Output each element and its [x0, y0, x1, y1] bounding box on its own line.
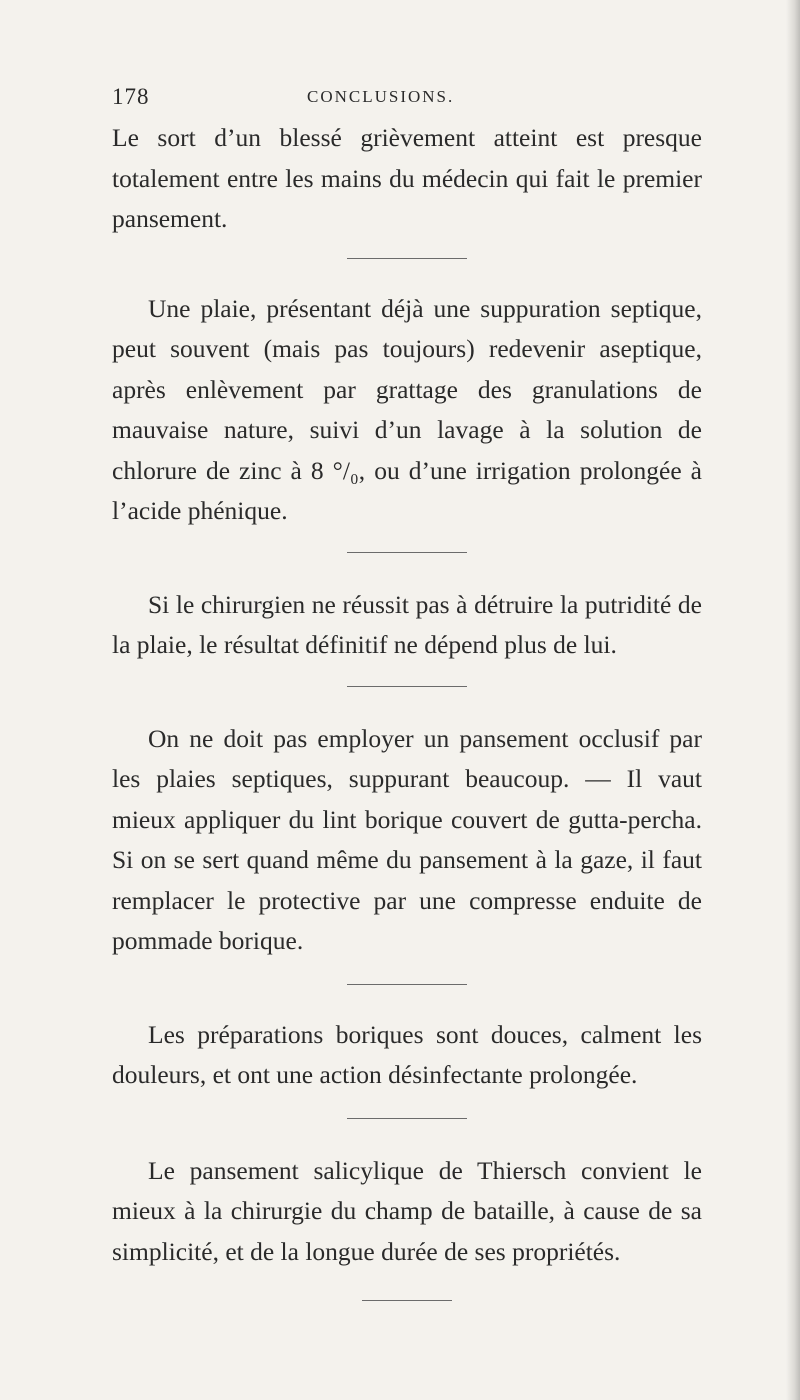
separator-rule — [347, 984, 467, 985]
separator-rule — [347, 258, 467, 259]
page-header — [112, 84, 692, 114]
separator-rule — [347, 686, 467, 687]
page-number: 178 — [112, 84, 150, 109]
paragraph-4: On ne doit pas employer un pansement occlusif par les plaies septiques, suppurant beaucoup. — Il vaut mieux appliquer du lint borique couvert de gutta-percha. Si on se sert quand même du pansement à la gaze, il faut remplacer le protective par une compresse enduite de pommade borique. — [112, 723, 702, 955]
body-text — [112, 118, 702, 1301]
separator-rule — [362, 1300, 452, 1301]
separator-rule — [347, 552, 467, 553]
paragraph-6: Le pansement salicylique de Thiersch convient le mieux à la chirurgie du champ de bataille, à cause de sa simplicité, et de la longue durée de ses propriétés. — [112, 1155, 702, 1266]
paragraph-5: Les préparations boriques sont douces, calment les douleurs, et ont une action désinfectante prolongée. — [112, 1019, 702, 1089]
separator-rule — [347, 1118, 467, 1119]
paragraph-1: Le sort d’un blessé grièvement atteint est presque totalement entre les mains du médecin qui fait le premier pansement. — [112, 123, 702, 233]
paragraph-3: Si le chirurgien ne réussit pas à détruire la putridité de la plaie, le résultat définitif ne dépend plus de lui. — [112, 589, 702, 659]
running-title: CONCLUSIONS. — [307, 87, 455, 106]
page-edge-shadow — [786, 0, 800, 1400]
paragraph-2: Une plaie, présentant déjà une suppuration septique, peut souvent (mais pas toujours) redevenir aseptique, après enlèvement par grattage des granulations de mauvaise nature, suivi d’un lavage à la solution de chlorure de zinc à 8 °/₀, ou d’une irrigation prolongée à l’acide phénique. — [112, 293, 702, 525]
